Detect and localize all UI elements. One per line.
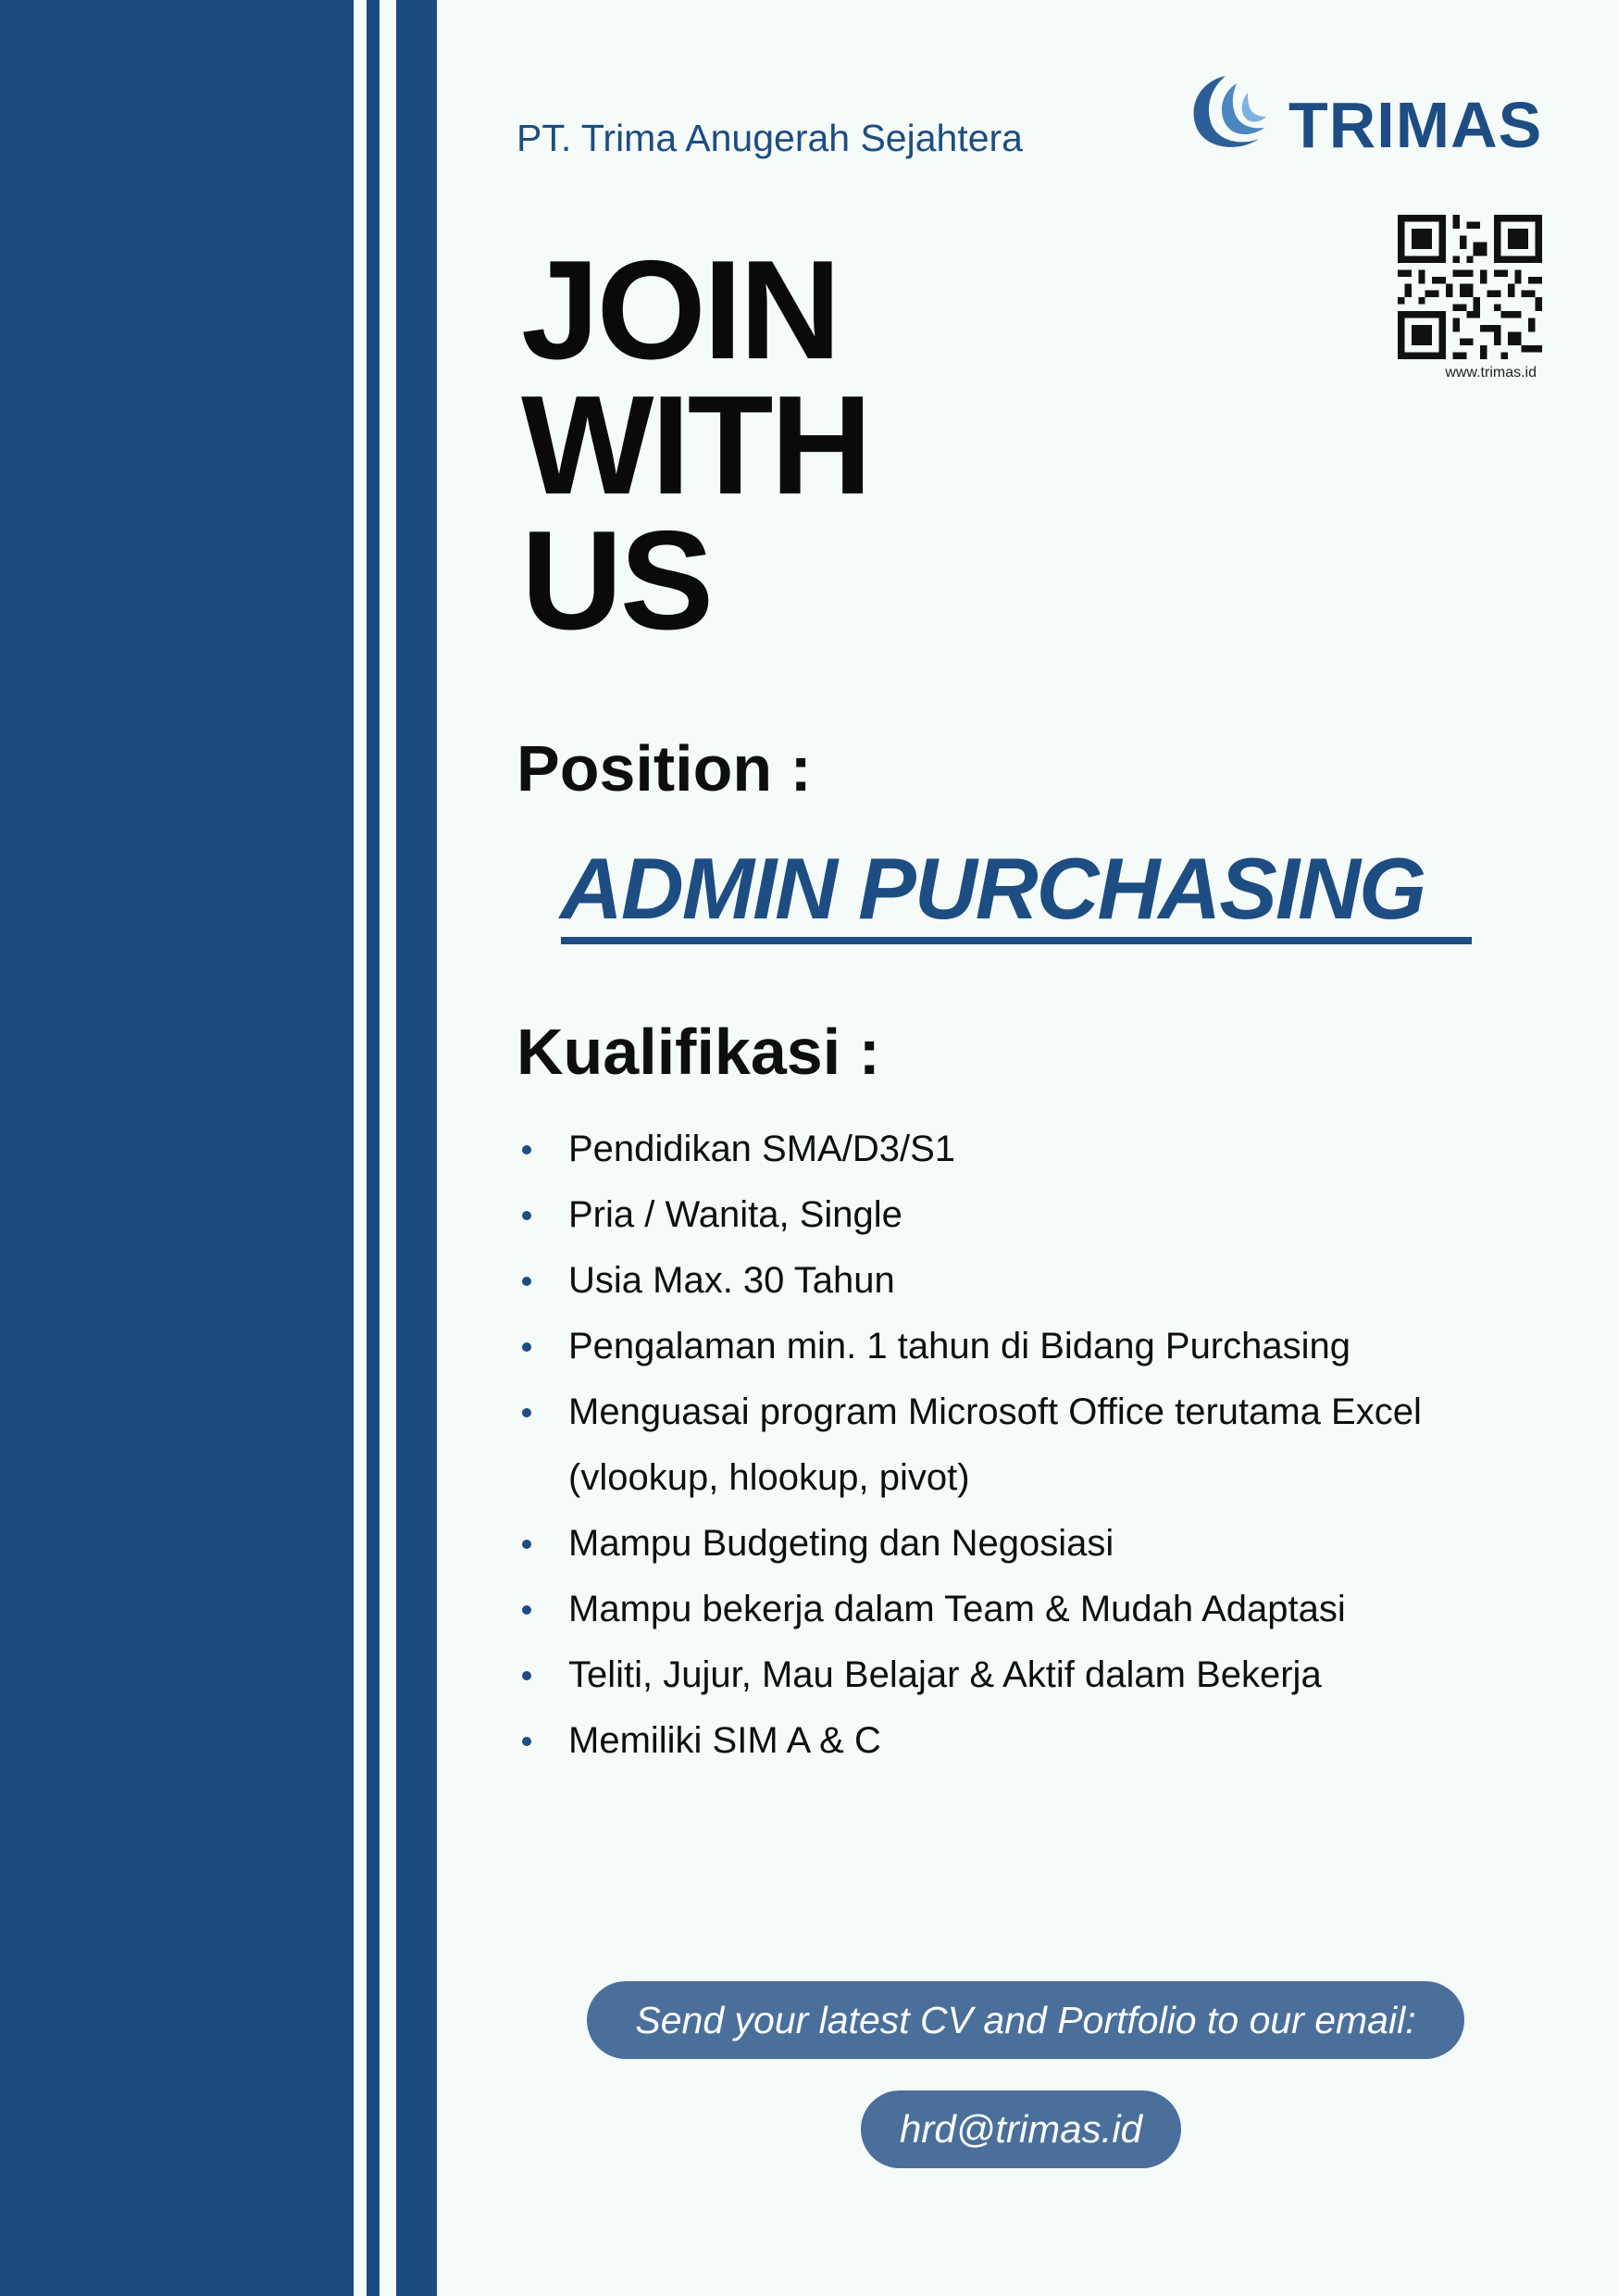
qualifications-label: Kualifikasi : bbox=[517, 1016, 880, 1088]
list-item: Pria / Wanita, Single bbox=[517, 1182, 1553, 1248]
list-item: Usia Max. 30 Tahun bbox=[517, 1248, 1553, 1314]
list-item: Mampu Budgeting dan Negosiasi bbox=[517, 1511, 1553, 1577]
headline-line-2: WITH bbox=[521, 367, 870, 524]
position-label: Position : bbox=[517, 732, 812, 805]
list-item: Menguasai program Microsoft Office terutama Excel (vlookup, hlookup, pivot) bbox=[517, 1379, 1553, 1511]
email-link[interactable]: hrd@trimas.id bbox=[861, 2090, 1181, 2168]
company-name: PT. Trima Anugerah Sejahtera bbox=[517, 117, 1023, 159]
cta-banner: Send your latest CV and Portfolio to our email: bbox=[587, 1981, 1464, 2059]
trimas-wave-logo-icon bbox=[1183, 72, 1268, 157]
list-item: Mampu bekerja dalam Team & Mudah Adaptasi bbox=[517, 1577, 1553, 1642]
trimas-logo bbox=[1183, 72, 1544, 165]
left-decorative-band bbox=[0, 0, 354, 2296]
list-item: Memiliki SIM A & C bbox=[517, 1708, 1553, 1774]
headline-line-3: US bbox=[521, 502, 712, 659]
job-title: ADMIN PURCHASING bbox=[560, 840, 1425, 937]
logo-wordmark: TRIMAS bbox=[1288, 89, 1543, 161]
list-item: Teliti, Jujur, Mau Belajar & Aktif dalam Bekerja bbox=[517, 1642, 1553, 1708]
job-title-underline bbox=[561, 937, 1472, 944]
qr-code-icon bbox=[1398, 215, 1542, 359]
left-decorative-stripe-wide bbox=[396, 0, 437, 2296]
qr-caption: www.trimas.id bbox=[1445, 365, 1537, 381]
left-decorative-stripe-thin bbox=[367, 0, 380, 2296]
headline-line-1: JOIN bbox=[521, 231, 839, 389]
list-item: Pengalaman min. 1 tahun di Bidang Purchasing bbox=[517, 1314, 1553, 1379]
qualifications-list bbox=[517, 1117, 1553, 1774]
list-item: Pendidikan SMA/D3/S1 bbox=[517, 1117, 1553, 1182]
headline bbox=[521, 231, 870, 659]
